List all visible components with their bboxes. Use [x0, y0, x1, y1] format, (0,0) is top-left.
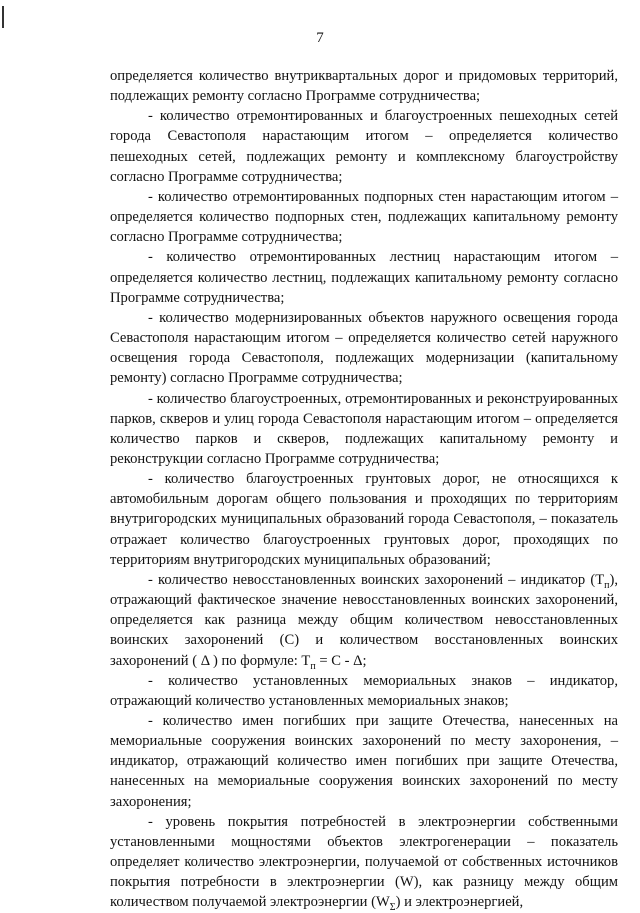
paragraph-text: - количество отремонтированных лестниц нарастающим итогом – определяется количество лестниц, подлежащих капитальному ремонту согласно Программе сотрудничества;	[110, 249, 618, 306]
paragraph	[110, 570, 618, 671]
subscript-text: п	[310, 660, 316, 672]
subscript-text: п	[604, 579, 610, 591]
paragraph	[110, 469, 618, 570]
paragraph	[110, 187, 618, 247]
paragraph	[110, 308, 618, 389]
paragraph	[110, 247, 618, 307]
paragraph-text: ) и электроэнергией,	[395, 894, 524, 911]
scan-edge-mark	[2, 6, 4, 28]
paragraph-text: - количество установленных мемориальных знаков – индикатор, отражающий количество установленных мемориальных знаков;	[110, 672, 618, 709]
paragraph-text: - количество отремонтированных и благоустроенных пешеходных сетей города Севастополя нарастающим итогом – определяется количество пешеходных сетей, подлежащих ремонту и комплексному благоустройству согласно Программе сотрудничества;	[110, 108, 618, 185]
paragraph-text: определяется количество внутриквартальных дорог и придомовых территорий, подлежащих ремонту согласно Программе сотрудничества;	[110, 68, 618, 105]
paragraph-text: = С - Δ;	[315, 652, 367, 669]
paragraph-text: ), отражающий фактическое значение невосстановленных воинских захоронений, определяется как разница между общим количеством невосстановленных воинских захоронений (С) и количеством восстановленных воинских захоронений ( Δ ) по формуле: Т	[110, 571, 618, 669]
paragraph	[110, 711, 618, 812]
paragraph-text: - количество модернизированных объектов наружного освещения города Севастополя нарастающим итогом – определяется количество сетей наружного освещения города Севастополя, подлежащих модернизации (капитальному ремонту) согласно Программе сотрудничества;	[110, 309, 618, 387]
paragraph	[110, 389, 618, 470]
paragraph	[110, 66, 618, 106]
paragraph-text: - количество благоустроенных грунтовых дорог, не относящихся к автомобильным дорогам общего пользования и проходящих по территориям внутригородских муниципальных образований города Севастополя, – показатель отражает количество благоустроенных грунтовых дорог, проходящих по территориям внутригородских муниципальных образований;	[110, 471, 618, 568]
page-number: 7	[316, 30, 324, 46]
paragraph-text: - количество невосстановленных воинских захоронений – индикатор (Т	[148, 571, 605, 588]
paragraph-text: - уровень покрытия потребностей в электроэнергии собственными установленными мощностями объектов электрогенерации – показатель определяет количество электроэнергии, получаемой от собственных источников покрытия потребности в электроэнергии (W), как разницу между общим количеством получаемой электроэнергии (W	[110, 813, 618, 911]
paragraph-text: - количество имен погибших при защите Отечества, нанесенных на мемориальные сооружения воинских захоронений по месту захоронения, – индикатор, отражающий количество имен погибших при защите Отечества, нанесенных на мемориальные сооружения воинских захоронений по месту захоронения;	[110, 713, 618, 810]
paragraph	[110, 671, 618, 711]
subscript-text: Σ	[389, 902, 396, 913]
paragraph	[110, 812, 618, 913]
paragraph-text: - количество благоустроенных, отремонтированных и реконструированных парков, скверов и улиц города Севастополя нарастающим итогом – определяется количество парков и скверов, подлежащих капитальному ремонту и реконструкции согласно Программе сотрудничества;	[110, 390, 618, 467]
paragraph	[110, 106, 618, 187]
paragraph-text: - количество отремонтированных подпорных стен нарастающим итогом – определяется количество подпорных стен, подлежащих капитальному ремонту согласно Программе сотрудничества;	[110, 188, 618, 246]
document-body	[110, 66, 618, 913]
